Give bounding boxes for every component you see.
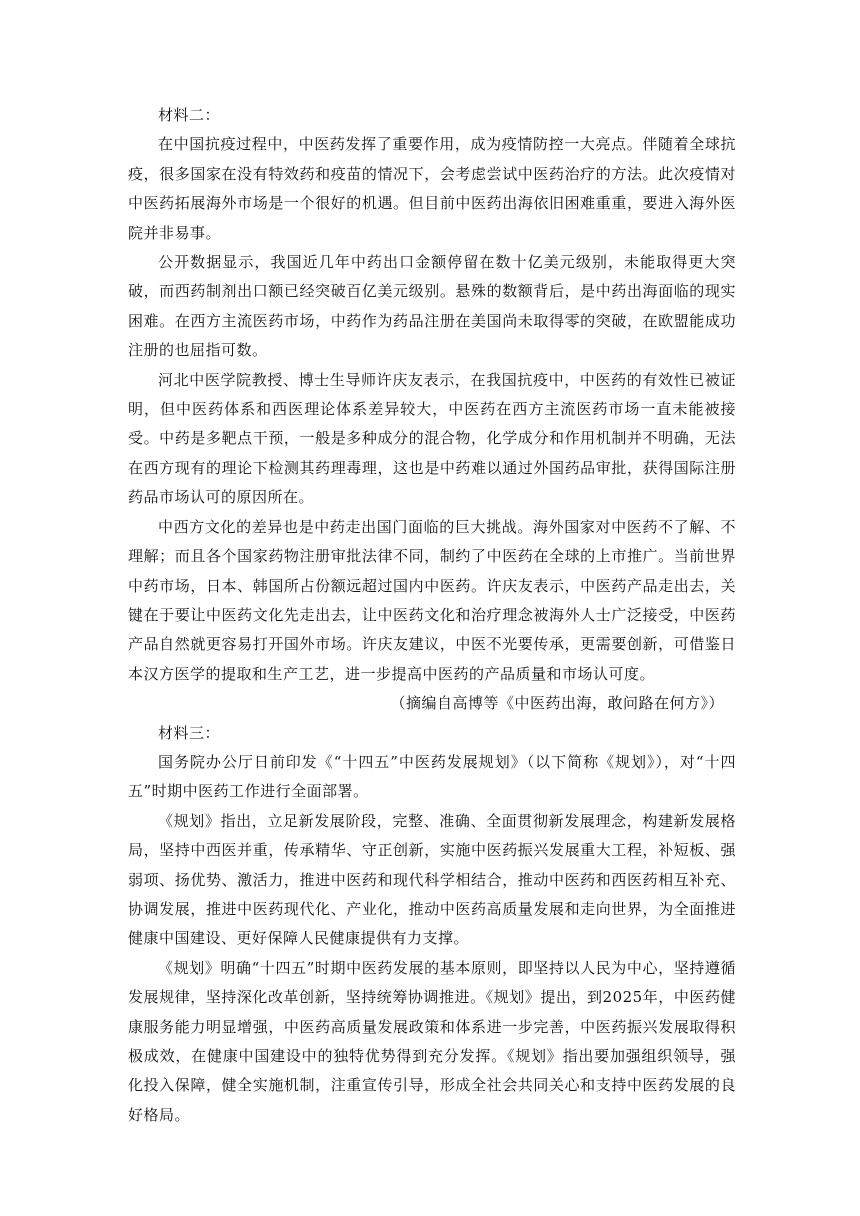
material-2-paragraph-1: 在中国抗疫过程中，中医药发挥了重要作用，成为疫情防控一大亮点。伴随着全球抗疫，很多国家在没有特效药和疫苗的情况下，会考虑尝试中医药治疗的方法。此次疫情对中医药拓展海外市场是一个很好的机遇。但目前中医药出海依旧困难重重，要进入海外医院并非易事。	[128, 135, 736, 242]
material-3-paragraph-3: 《规划》明确“十四五”时期中医药发展的基本原则，即坚持以人民为中心，坚持遵循发展规律，坚持深化改革创新，坚持统筹协调推进。《规划》提出，到2025年，中医药健康服务能力明显增强，中医药高质量发展政策和体系进一步完善，中医药振兴发展取得积极成效，在健康中国建设中的独特优势得到充分发挥。《规划》指出要加强组织领导，强化投入保障，健全实施机制，注重宣传引导，形成全社会共同关心和支持中医药发展的良好格局。	[128, 958, 736, 1124]
material-3-paragraph-2: 《规划》指出，立足新发展阶段，完整、准确、全面贯彻新发展理念，构建新发展格局，坚持中西医并重，传承精华、守正创新，实施中医药振兴发展重大工程，补短板、强弱项、扬优势、激活力，推进中医药和现代科学相结合，推动中医药和西医药相互补充、协调发展，推进中医药现代化、产业化，推动中医药高质量发展和走向世界，为全面推进健康中国建设、更好保障人民健康提供有力支撑。	[128, 811, 736, 948]
material-2-paragraph-2: 公开数据显示，我国近几年中药出口金额停留在数十亿美元级别，未能取得更大突破，而西药制剂出口额已经突破百亿美元级别。悬殊的数额背后，是中药出海面临的现实困难。在西方主流医药市场，中药作为药品注册在美国尚未取得零的突破，在欧盟能成功注册的也屈指可数。	[128, 253, 736, 360]
material-3-heading: 材料三：	[158, 723, 221, 742]
material-2-heading: 材料二：	[158, 106, 221, 124]
material-2-paragraph-3: 河北中医学院教授、博士生导师许庆友表示，在我国抗疫中，中医药的有效性已被证明，但中医药体系和西医理论体系差异较大，中医药在西方主流医药市场一直未能被接受。中药是多靶点干预，一般是多种成分的混合物，化学成分和作用机制并不明确，无法在西方现有的理论下检测其药理毒理，这也是中药难以通过外国药品审批，获得国际注册药品市场认可的原因所在。	[128, 370, 736, 507]
document-page	[128, 101, 736, 1130]
material-3-paragraph-1: 国务院办公厅日前印发《“十四五”中医药发展规划》（以下简称《规划》），对“十四五”时期中医药工作进行全面部署。	[128, 752, 736, 801]
material-2-paragraph-4: 中西方文化的差异也是中药走出国门面临的巨大挑战。海外国家对中医药不了解、不理解；而且各个国家药物注册审批法律不同，制约了中医药在全球的上市推广。当前世界中药市场，日本、韩国所占份额远超过国内中医药。许庆友表示，中医药产品走出去，关键在于要让中医药文化先走出去，让中医药文化和治疗理念被海外人士广泛接受，中医药产品自然就更容易打开国外市场。许庆友建议，中医不光要传承，更需要创新，可借鉴日本汉方医学的提取和生产工艺，进一步提高中医药的产品质量和市场认可度。	[128, 517, 736, 683]
material-2-source: （摘编自高博等《中医药出海，敢问路在何方》）	[390, 694, 724, 713]
